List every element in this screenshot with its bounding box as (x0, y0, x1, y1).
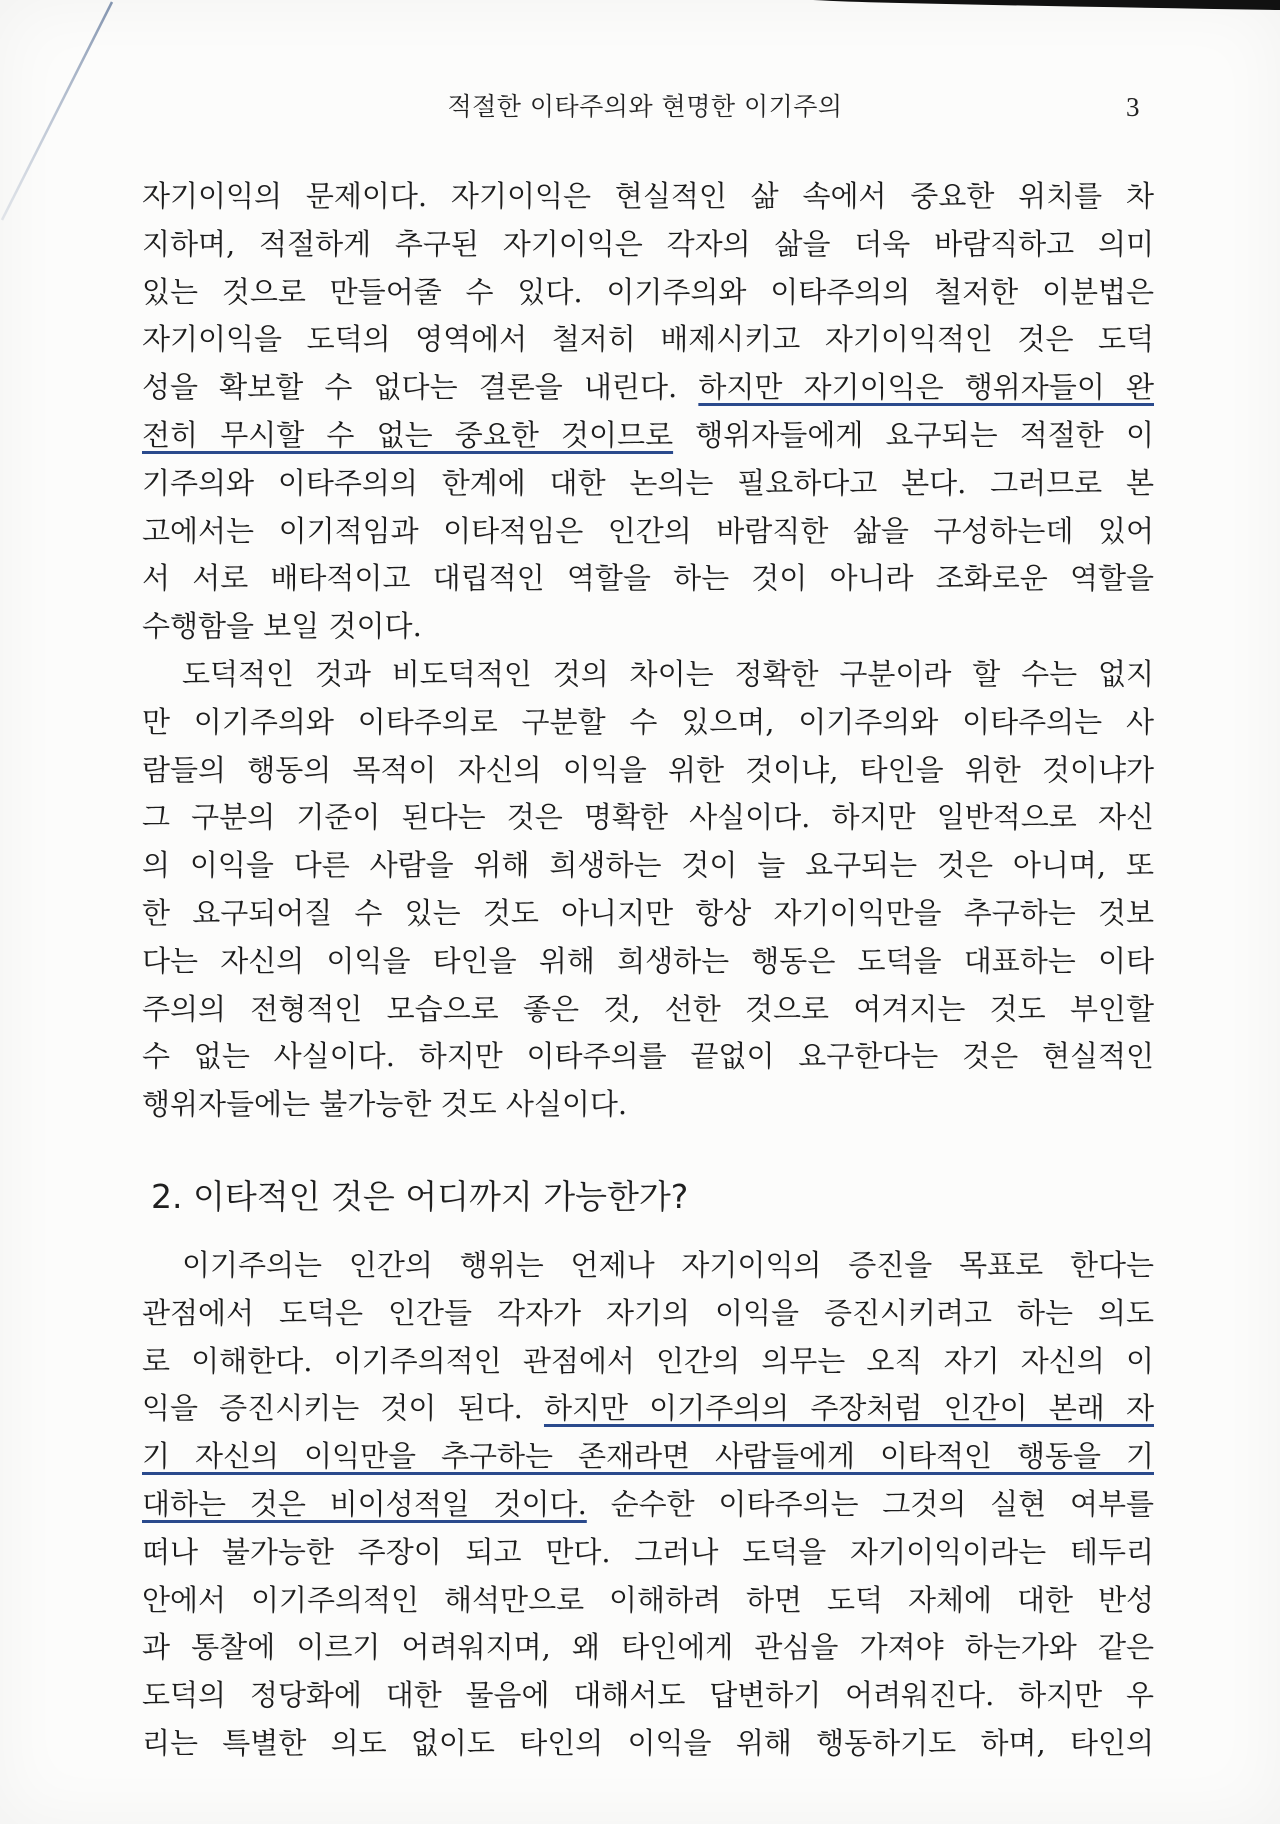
text-segment: 성을 확보할 수 없다는 결론을 내린다. (142, 370, 699, 405)
text-line (142, 1433, 1154, 1481)
text-line: 떠나 불가능한 주장이 되고 만다. 그러나 도덕을 자기이익이라는 테두리 (142, 1534, 1154, 1569)
pen-underlined-text: 대하는 것은 비이성적일 것이다. (142, 1486, 587, 1521)
paragraph (142, 651, 1154, 1129)
text-line: 지하며, 적절하게 추구된 자기이익은 각자의 삶을 더욱 바람직하고 의미 (142, 226, 1154, 261)
pen-underlined-text: 하지만 이기주의의 주장처럼 인간이 본래 자 (543, 1391, 1154, 1426)
text-line: 로 이해한다. 이기주의적인 관점에서 인간의 의무는 오직 자기 자신의 이 (142, 1343, 1154, 1378)
text-line: 의 이익을 다른 사람을 위해 희생하는 것이 늘 요구되는 것은 아니며, 또 (142, 848, 1154, 883)
text-line: 있는 것으로 만들어줄 수 있다. 이기주의와 이타주의의 철저한 이분법은 (142, 274, 1154, 309)
text-line: 도덕의 정당화에 대한 물음에 대해서도 답변하기 어려워진다. 하지만 우 (142, 1678, 1154, 1713)
page-edge-shadow (813, 0, 1280, 10)
running-title: 적절한 이타주의와 현명한 이기주의 (447, 92, 843, 121)
text-line: 안에서 이기주의적인 해석만으로 이해하려 하면 도덕 자체에 대한 반성 (142, 1582, 1154, 1617)
section-heading: 2. 이타적인 것은 어디까지 가능한가? (151, 1177, 689, 1216)
pen-underlined-text: 하지만 자기이익은 행위자들이 완 (698, 370, 1154, 405)
text-line: 수 없는 사실이다. 하지만 이타주의를 끝없이 요구한다는 것은 현실적인 (142, 1039, 1154, 1074)
text-line: 그 구분의 기준이 된다는 것은 명확한 사실이다. 하지만 일반적으로 자신 (142, 800, 1154, 835)
text-line (142, 364, 1154, 412)
text-line: 과 통찰에 이르기 어려워지며, 왜 타인에게 관심을 가져야 하는가와 같은 (142, 1630, 1154, 1665)
text-line: 이기주의는 인간의 행위는 언제나 자기이익의 증진을 목표로 한다는 (182, 1248, 1154, 1282)
paragraph (142, 173, 1154, 651)
pen-underlined-text: 전히 무시할 수 없는 중요한 것이므로 (142, 417, 674, 452)
text-line: 행위자들에는 불가능한 것도 사실이다. (142, 1087, 628, 1122)
text-line: 주의의 전형적인 모습으로 좋은 것, 선한 것으로 여겨지는 것도 부인할 (142, 991, 1154, 1026)
text-line: 기주의와 이타주의의 한계에 대한 논의는 필요하다고 본다. 그러므로 본 (142, 465, 1154, 500)
text-line (142, 412, 1154, 460)
text-line: 리는 특별한 의도 없이도 타인의 이익을 위해 행동하기도 하며, 타인의 (142, 1725, 1154, 1760)
text-line: 도덕적인 것과 비도덕적인 것의 차이는 정확한 구분이라 할 수는 없지 (182, 657, 1154, 691)
text-line: 한 요구되어질 수 있는 것도 아니지만 항상 자기이익만을 추구하는 것보 (142, 895, 1154, 930)
text-line: 수행함을 보일 것이다. (142, 609, 422, 644)
text-line (142, 1385, 1154, 1433)
paragraph (142, 1242, 1154, 1768)
text-line: 자기이익을 도덕의 영역에서 철저히 배제시키고 자기이익적인 것은 도덕 (142, 322, 1154, 357)
text-line (142, 1481, 1154, 1529)
pen-underlined-text: 기 자신의 이익만을 추구하는 존재라면 사람들에게 이타적인 행동을 기 (142, 1439, 1154, 1474)
text-line: 다는 자신의 이익을 타인을 위해 희생하는 행동은 도덕을 대표하는 이타 (142, 943, 1154, 978)
scan-streak (2, 2, 112, 220)
text-segment: 익을 증진시키는 것이 된다. (142, 1391, 544, 1426)
text-line: 자기이익의 문제이다. 자기이익은 현실적인 삶 속에서 중요한 위치를 차 (142, 179, 1154, 213)
text-segment: 행위자들에게 요구되는 적절한 이 (673, 417, 1154, 452)
text-line: 람들의 행동의 목적이 자신의 이익을 위한 것이냐, 타인을 위한 것이냐가 (142, 752, 1154, 787)
text-line: 서 서로 배타적이고 대립적인 역할을 하는 것이 아니라 조화로운 역할을 (142, 561, 1154, 596)
text-line: 고에서는 이기적임과 이타적임은 인간의 바람직한 삶을 구성하는데 있어 (142, 513, 1154, 548)
text-line: 만 이기주의와 이타주의로 구분할 수 있으며, 이기주의와 이타주의는 사 (142, 704, 1154, 739)
text-line: 관점에서 도덕은 인간들 각자가 자기의 이익을 증진시키려고 하는 의도 (142, 1295, 1154, 1330)
page-number: 3 (1126, 92, 1140, 122)
text-segment: 순수한 이타주의는 그것의 실현 여부를 (586, 1486, 1154, 1521)
